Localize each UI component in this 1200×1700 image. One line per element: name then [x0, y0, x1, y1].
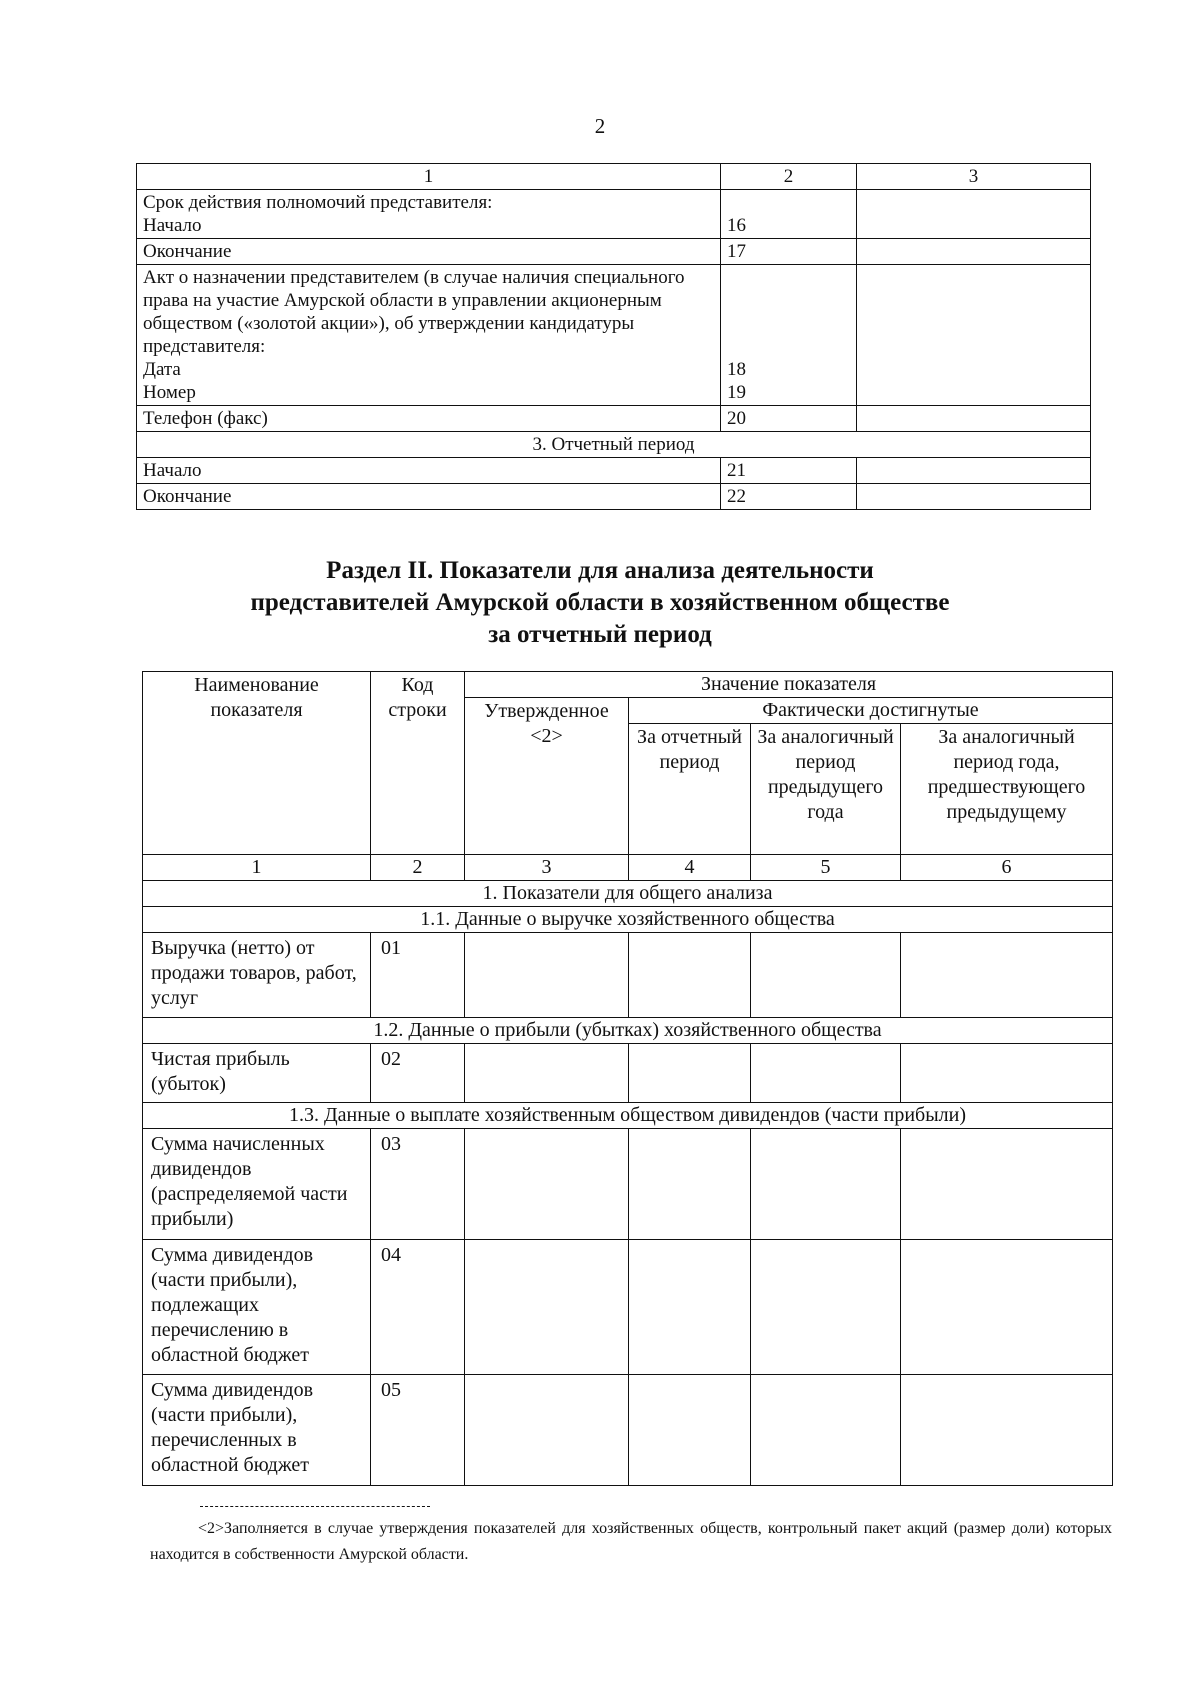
footnote-separator [200, 1506, 430, 1507]
value-cell [857, 484, 1091, 510]
phone-label: Телефон (факс) [137, 406, 721, 432]
table-header-row [143, 672, 1113, 698]
indicator-code: 01 [371, 933, 465, 1018]
number-code: 19 [727, 382, 746, 403]
value-cell [857, 190, 1091, 239]
header-current-period: За отчетный период [629, 724, 751, 855]
value-cell [465, 1044, 629, 1103]
value-cell [857, 265, 1091, 406]
section-title [0, 555, 1200, 651]
table-row [137, 265, 1091, 406]
value-cell [857, 239, 1091, 265]
value-cell [629, 1129, 751, 1240]
column-numbers-row [143, 855, 1113, 881]
representative-table [136, 163, 1091, 510]
header-row-code: Код строки [371, 672, 465, 855]
date-code: 18 [727, 359, 746, 380]
value-cell [465, 1375, 629, 1486]
value-cell [751, 1129, 901, 1240]
table-row [137, 458, 1091, 484]
value-cell [901, 1044, 1113, 1103]
value-cell [751, 933, 901, 1018]
period-section-heading: 3. Отчетный период [137, 432, 1091, 458]
section-title-line-2: представителей Амурской области в хозяйственном обществе [250, 589, 950, 616]
table-header-row [137, 164, 1091, 190]
indicator-code: 02 [371, 1044, 465, 1103]
value-cell [901, 1129, 1113, 1240]
indicator-code: 03 [371, 1129, 465, 1240]
subsection-revenue: 1.1. Данные о выручке хозяйственного общества [143, 907, 1113, 933]
table-row [137, 484, 1091, 510]
value-cell [751, 1240, 901, 1375]
term-label: Срок действия полномочий представителя: [143, 192, 493, 213]
period-start-label: Начало [137, 458, 721, 484]
value-cell [629, 933, 751, 1018]
section-title-line-1: Раздел II. Показатели для анализа деятельности [326, 557, 874, 584]
subsection-dividends: 1.3. Данные о выплате хозяйственным обществом дивидендов (части прибыли) [143, 1103, 1113, 1129]
table-row [137, 406, 1091, 432]
indicator-code: 05 [371, 1375, 465, 1486]
section-general-analysis: 1. Показатели для общего анализа [143, 881, 1113, 907]
value-cell [857, 458, 1091, 484]
end-label: Окончание [137, 239, 721, 265]
header-indicator-name: Наименование показателя [143, 672, 371, 855]
value-cell [857, 406, 1091, 432]
start-code: 16 [721, 190, 857, 239]
section-row [143, 1018, 1113, 1044]
subsection-profit: 1.2. Данные о прибыли (убытках) хозяйственного общества [143, 1018, 1113, 1044]
table-row [137, 432, 1091, 458]
section-title-line-3: за отчетный период [488, 621, 712, 648]
value-cell [465, 1240, 629, 1375]
footnote-text: <2>Заполняется в случае утверждения показателей для хозяйственных обществ, контрольный пакет акций (размер доли) которых находится в собственности Амурской области. [150, 1520, 1112, 1563]
column-number-5: 5 [751, 855, 901, 881]
section-row [143, 881, 1113, 907]
period-end-label: Окончание [137, 484, 721, 510]
value-cell [751, 1044, 901, 1103]
column-number-3: 3 [465, 855, 629, 881]
table-row [143, 933, 1113, 1018]
table-row [137, 190, 1091, 239]
value-cell [465, 1129, 629, 1240]
table-row [137, 239, 1091, 265]
value-cell [629, 1375, 751, 1486]
table-row [143, 1240, 1113, 1375]
value-cell [901, 933, 1113, 1018]
column-number-6: 6 [901, 855, 1113, 881]
page-number: 2 [594, 114, 606, 138]
value-cell [465, 933, 629, 1018]
table-row [143, 1129, 1113, 1240]
section-row [143, 1103, 1113, 1129]
column-number-1: 1 [143, 855, 371, 881]
indicator-code: 04 [371, 1240, 465, 1375]
header-indicator-value: Значение показателя [465, 672, 1113, 698]
period-end-code: 22 [721, 484, 857, 510]
indicator-name: Выручка (нетто) от продажи товаров, работ, услуг [143, 933, 371, 1018]
end-code: 17 [721, 239, 857, 265]
table-row [143, 1375, 1113, 1486]
indicator-name: Чистая прибыль (убыток) [143, 1044, 371, 1103]
indicator-name: Сумма дивидендов (части прибыли), подлежащих перечислению в областной бюджет [143, 1240, 371, 1375]
section-row [143, 907, 1113, 933]
table-row [143, 1044, 1113, 1103]
column-number-2: 2 [371, 855, 465, 881]
indicator-name: Сумма дивидендов (части прибыли), перечисленных в областной бюджет [143, 1375, 371, 1486]
number-label: Номер [143, 382, 196, 403]
value-cell [629, 1240, 751, 1375]
column-number-3: 3 [857, 164, 1091, 190]
value-cell [901, 1240, 1113, 1375]
column-number-1: 1 [137, 164, 721, 190]
header-actual: Фактически достигнутые [629, 698, 1113, 724]
header-approved: Утвержденное <2> [465, 698, 629, 855]
value-cell [751, 1375, 901, 1486]
indicator-name: Сумма начисленных дивидендов (распределяемой части прибыли) [143, 1129, 371, 1240]
indicators-table [142, 671, 1113, 1486]
header-previous-year: За аналогичный период предыдущего года [751, 724, 901, 855]
date-label: Дата [143, 359, 181, 380]
column-number-2: 2 [721, 164, 857, 190]
header-year-before-previous: За аналогичный период года, предшествующего предыдущему [901, 724, 1113, 855]
act-label: Акт о назначении представителем (в случае наличия специального права на участие Амурской области в управлении акционерным обществом («золотой акции»), об утверждении кандидатуры представителя: [143, 267, 685, 357]
period-start-code: 21 [721, 458, 857, 484]
phone-code: 20 [721, 406, 857, 432]
value-cell [901, 1375, 1113, 1486]
column-number-4: 4 [629, 855, 751, 881]
start-label: Начало [143, 215, 202, 236]
value-cell [629, 1044, 751, 1103]
